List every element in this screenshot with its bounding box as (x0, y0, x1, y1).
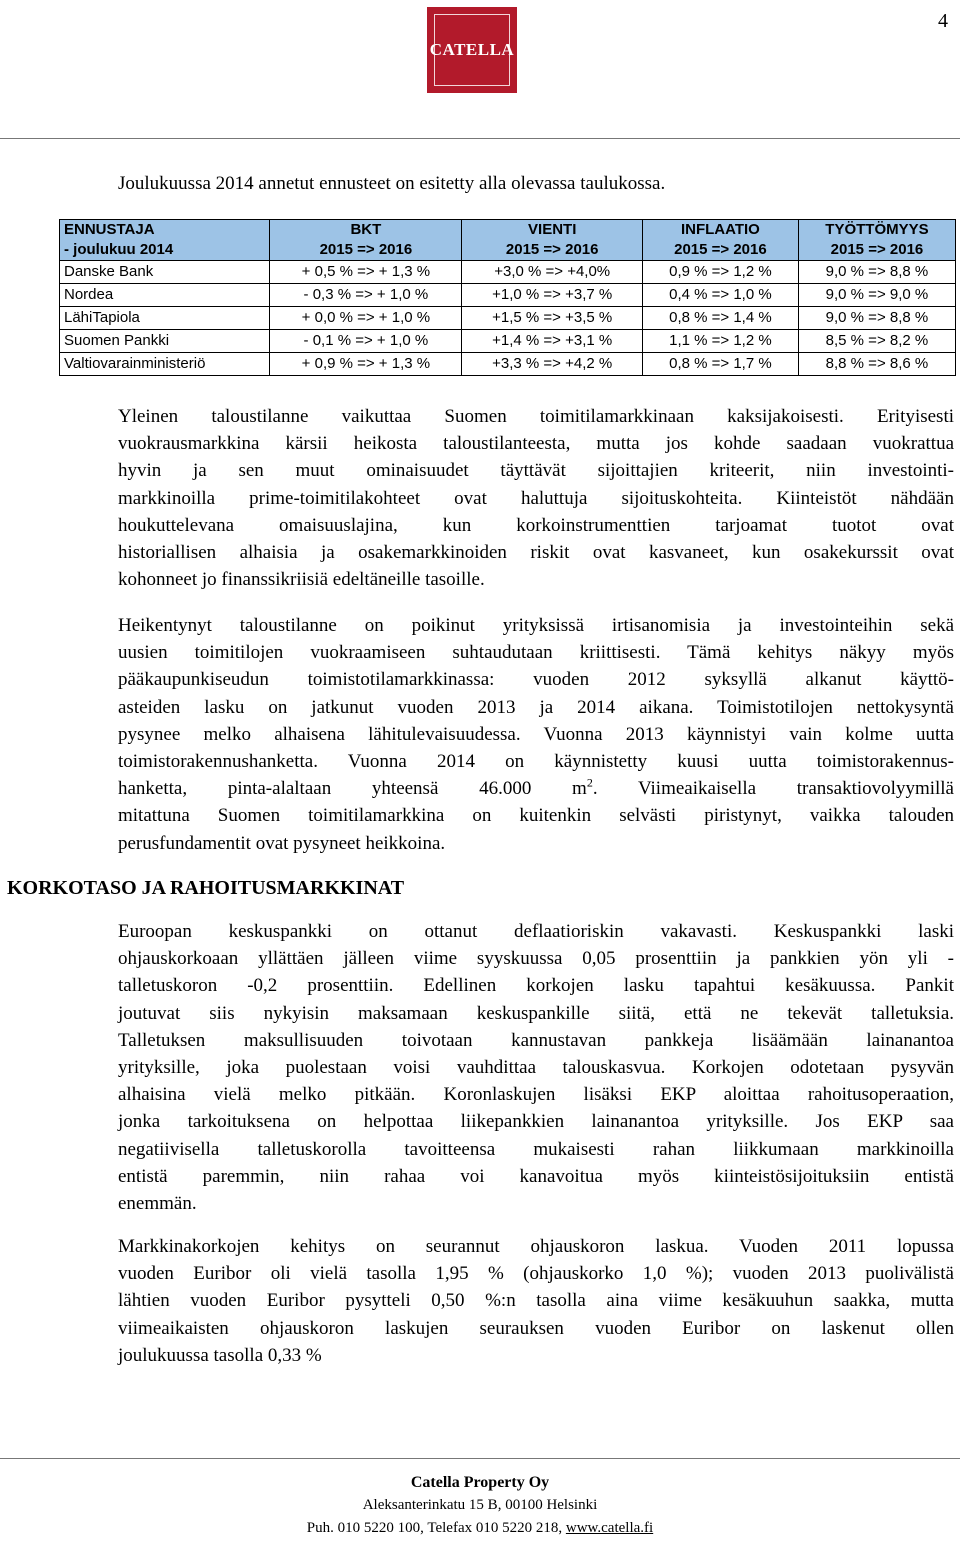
footer-company: Catella Property Oy (410, 1474, 550, 1491)
superscript-2: 2 (586, 775, 593, 790)
paragraph-line: vuokrausmarkkina kärsii heikosta taloustilanteesta, mutta jos kohde saadaan vuokrattua (118, 433, 954, 455)
header-exports: VIENTI (462, 220, 642, 241)
header-unemployment-period: 2015 => 2016 (798, 240, 955, 261)
header-exports-period: 2015 => 2016 (462, 240, 642, 261)
footer-contact (0, 1520, 960, 1537)
paragraph-line: joutuvat siis nykyisin maksamaan keskuspankille siitä, että ne tekevät talletuksia. (118, 1002, 954, 1024)
forecaster-name: Nordea (60, 284, 270, 307)
header-forecaster: ENNUSTAJA (60, 220, 270, 241)
header-divider (0, 138, 960, 139)
paragraph-line: hanketta, pinta-alaltaan yhteensä 46.000 $m^2$. Viimeaikaisella transaktiovolyymillä (118, 775, 954, 800)
header-inflation-period: 2015 => 2016 (642, 240, 798, 261)
header-inflation: INFLAATIO (642, 220, 798, 241)
website-link[interactable]: www.catella.fi (565, 1520, 654, 1536)
paragraph-line: enemmän. (118, 1193, 197, 1215)
table-row (60, 261, 956, 284)
paragraph-line: vuoden Euribor oli vielä tasolla 1,95 % (ohjauskorko 1,0 %); vuoden 2013 puolivälistä (118, 1263, 954, 1285)
forecast-cell: + 0,0 % => + 1,0 % (270, 307, 462, 330)
paragraph-line: mitattuna Suomen toimitilamarkkina on kuitenkin selvästi piristynyt, vaikka talouden (118, 805, 954, 827)
paragraph-line: alhaisina vielä melko pitkään. Koronlaskujen lisäksi EKP aloittaa rahoitusoperaation, (118, 1084, 954, 1106)
paragraph-line: joulukuussa tasolla 0,33 % (118, 1344, 322, 1366)
intro-text: Joulukuussa 2014 annetut ennusteet on esitetty alla olevassa taulukossa. (118, 173, 666, 194)
forecast-cell: 8,5 % => 8,2 % (798, 330, 955, 353)
paragraph-line: Euroopan keskuspankki on ottanut deflaatioriskin vakavasti. Keskuspankki laski (118, 921, 954, 942)
forecast-cell: +3,3 % => +4,2 % (462, 353, 642, 376)
forecaster-name: Danske Bank (60, 261, 270, 284)
paragraph-line: yrityksille, joka puolestaan voisi vauhdittaa talouskasvua. Korkojen odotetaan pysyvän (118, 1057, 954, 1079)
forecast-cell: - 0,1 % => + 1,0 % (270, 330, 462, 353)
forecast-cell: 9,0 % => 8,8 % (798, 261, 955, 284)
forecast-cell: +1,5 % => +3,5 % (462, 307, 642, 330)
paragraph-euribor (118, 1233, 954, 1369)
forecast-cell: + 0,5 % => + 1,3 % (270, 261, 462, 284)
paragraph-line: pääkaupunkiseudun toimistotilamarkkinassa: vuoden 2012 syksyllä alkanut käyttö- (118, 669, 954, 691)
forecaster-name: Suomen Pankki (60, 330, 270, 353)
paragraph-line: Talletuksen maksullisuuden toivotaan kannustavan pankkeja lisäämään lainanantoa (118, 1029, 954, 1051)
forecaster-name: LähiTapiola (60, 307, 270, 330)
paragraph-line: historiallisen alhaisia ja osakemarkkinoiden riskit ovat kasvaneet, kun osakekurssit ovat (118, 542, 954, 564)
paragraph-line: pysynee melko alhaisena lähitulevaisuudessa. Vuonna 2013 käynnistyi vain kolme uutta (118, 723, 954, 745)
table-header-row (60, 220, 956, 241)
header-gdp-period: 2015 => 2016 (270, 240, 462, 261)
catella-logo (427, 7, 517, 93)
paragraph-line: hyvin ja sen muut ominaisuudet täyttävät sijoittajien kriteerit, niin investointi- (118, 460, 954, 482)
forecast-cell: +3,0 % => +4,0% (462, 261, 642, 284)
footer-divider (0, 1458, 960, 1459)
page-number: 4 (938, 10, 948, 32)
paragraph-line: viimeaikaisten ohjauskoron laskujen seurauksen vuoden Euribor on laskenut ollen (118, 1317, 954, 1339)
paragraph-line: toimistorakennushanketta. Vuonna 2014 on käynnistetty kuusi uutta toimistorakennus- (118, 751, 954, 773)
paragraph-office-market (118, 612, 954, 857)
paragraph-line: jonka tarkoituksena on helpottaa liikepankkien lainanantoa yrityksille. Jos EKP saa (118, 1111, 954, 1133)
paragraph-line: entistä paremmin, niin rahaa voi kanavoitua myös kiinteistösijoituksiin entistä (118, 1165, 954, 1187)
forecast-cell: 0,9 % => 1,2 % (642, 261, 798, 284)
header-gdp: BKT (270, 220, 462, 241)
paragraph-line: markkinoilla prime-toimitilakohteet ovat haluttuja sijoituskohteita. Kiinteistöt nähdään (118, 487, 954, 509)
paragraph-line: negatiivisella talletuskorolla tavoitteensa mukaisesti rahan liikkumaan markkinoilla (118, 1138, 954, 1160)
table-row (60, 330, 956, 353)
paragraph-line: lähtien vuoden Euribor pysytteli 0,50 %:n tasolla aina viime kesäkuuhun saakka, mutta (118, 1290, 954, 1312)
paragraph-line: kohonneet jo finanssikriisiä edeltäneille tasoille. (118, 569, 485, 591)
paragraph-line: uusien toimitilojen vuokraamiseen suhtaudutaan kriittisesti. Tämä kehitys näkyy myös (118, 642, 954, 664)
paragraph-line: perusfundamentit ovat pysyneet heikkoina. (118, 832, 446, 854)
header-unemployment: TYÖTTÖMYYS (798, 220, 955, 241)
table-row (60, 353, 956, 376)
forecast-cell: 1,1 % => 1,2 % (642, 330, 798, 353)
forecast-cell: 9,0 % => 9,0 % (798, 284, 955, 307)
forecaster-name: Valtiovarainministeriö (60, 353, 270, 376)
forecast-cell: 0,8 % => 1,4 % (642, 307, 798, 330)
logo-text: CATELLA (429, 40, 515, 59)
table-header-row-2 (60, 240, 956, 261)
forecast-cell: +1,4 % => +3,1 % (462, 330, 642, 353)
forecast-cell: 0,8 % => 1,7 % (642, 353, 798, 376)
paragraph-line: asteiden lasku on jatkunut vuoden 2013 ja 2014 aikana. Toimistotilojen nettokysyntä (118, 696, 954, 718)
forecast-cell: +1,0 % => +3,7 % (462, 284, 642, 307)
forecast-cell: 0,4 % => 1,0 % (642, 284, 798, 307)
paragraph-line: talletuskoron -0,2 prosenttiin. Edellinen korkojen lasku tapahtui kesäkuussa. Pankit (118, 975, 954, 997)
paragraph-line: Heikentynyt taloustilanne on poikinut yrityksissä irtisanomisia ja investointeihin sekä (118, 615, 954, 636)
paragraph-line: houkuttelevana omaisuuslajina, kun korkoinstrumenttien tarjoamat tuotot ovat (118, 514, 954, 536)
paragraph-line: ohjauskorkoaan yllättäen jälleen viime syyskuussa 0,05 prosenttiin ja pankkien yön yli - (118, 948, 954, 970)
paragraph-economy (118, 403, 954, 593)
forecast-cell: 8,8 % => 8,6 % (798, 353, 955, 376)
footer-address: Aleksanterinkatu 15 B, 00100 Helsinki (362, 1497, 598, 1513)
header-forecaster-date: - joulukuu 2014 (60, 240, 270, 261)
footer-phone: Puh. 010 5220 100, Telefax 010 5220 218, (306, 1520, 566, 1536)
table-row (60, 307, 956, 330)
forecast-cell: + 0,9 % => + 1,3 % (270, 353, 462, 376)
forecast-cell: - 0,3 % => + 1,0 % (270, 284, 462, 307)
table-row (60, 284, 956, 307)
forecast-cell: 9,0 % => 8,8 % (798, 307, 955, 330)
paragraph-line: Markkinakorkojen kehitys on seurannut ohjauskoron laskua. Vuoden 2011 lopussa (118, 1236, 954, 1257)
paragraph-line: Yleinen taloustilanne vaikuttaa Suomen toimitilamarkkinaan kaksijakoisesti. Erityisesti (118, 406, 954, 427)
paragraph-ecb (118, 918, 954, 1217)
section-heading: KORKOTASO JA RAHOITUSMARKKINAT (7, 877, 405, 899)
forecast-table (59, 219, 956, 376)
